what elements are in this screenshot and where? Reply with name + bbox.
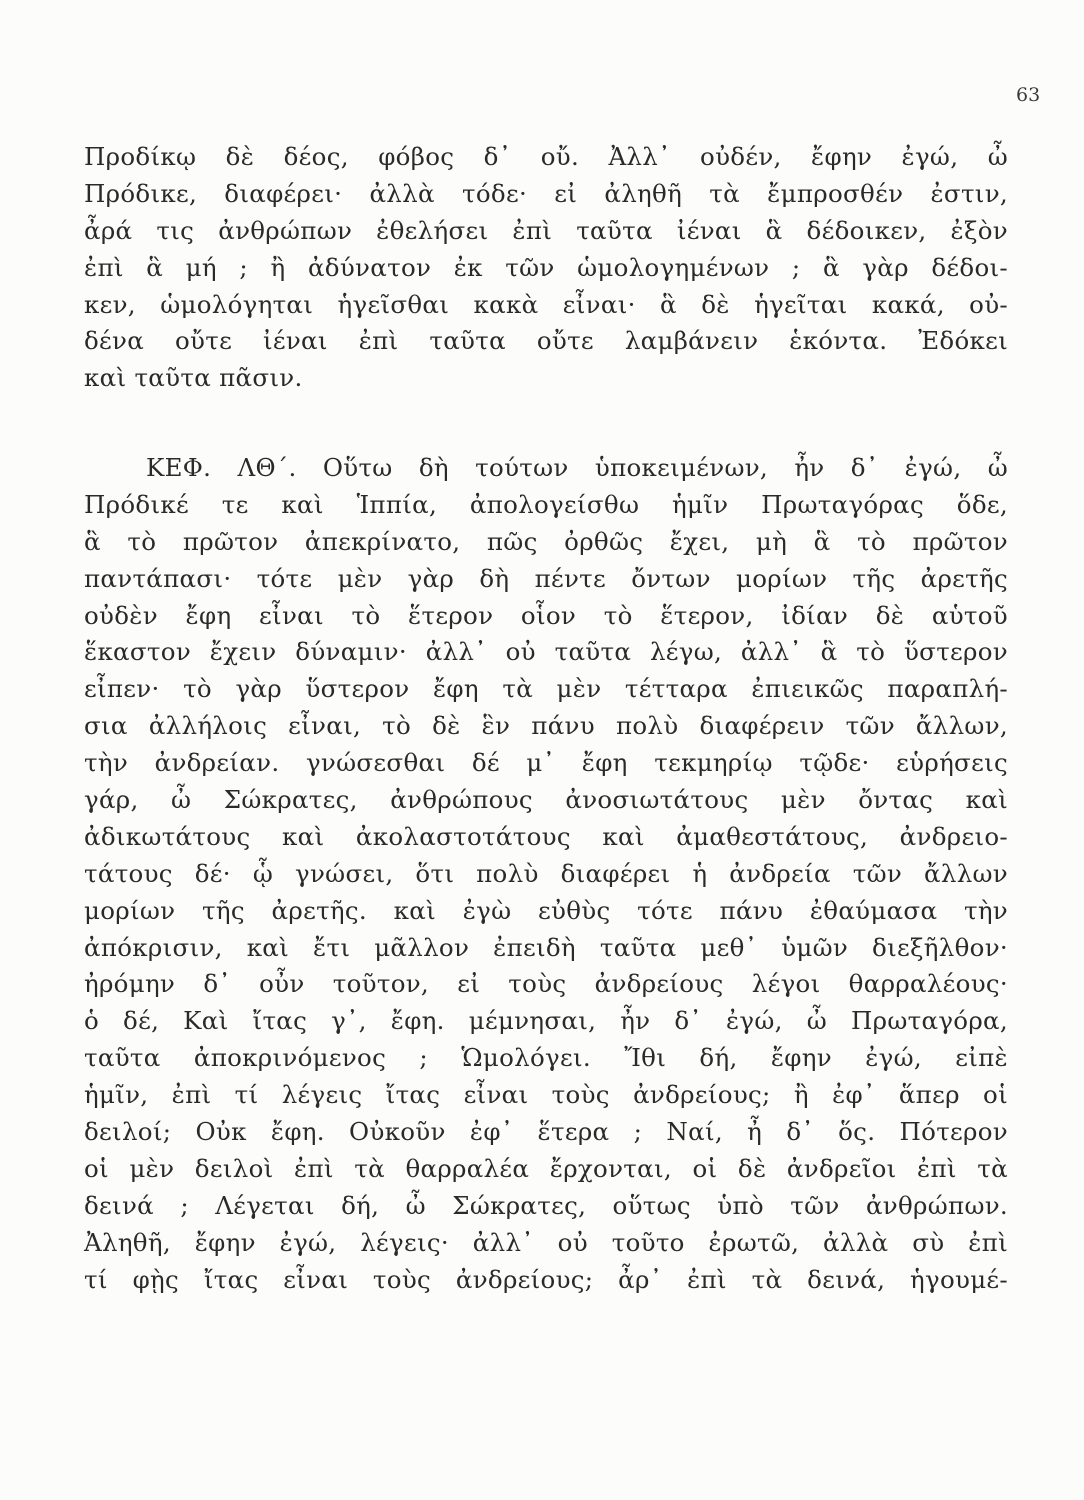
text-line: Προδίκῳ δὲ δέος, φόβος δ᾽ οὔ. Ἀλλ᾽ οὐδέν, ἔφην ἐγώ, ὦ xyxy=(84,142,1008,171)
text-line: Πρόδικέ τε καὶ Ἱππία, ἀπολογείσθω ἡμῖν Πρωταγόρας ὅδε, xyxy=(84,489,1008,519)
text-line: σια ἀλλήλοις εἶναι, τὸ δὲ ἓν πάνυ πολὺ διαφέρειν τῶν ἄλλων, xyxy=(84,711,1008,741)
text-line: οὐδὲν ἔφη εἶναι τὸ ἕτερον οἷον τὸ ἕτερον, ἰδίαν δὲ αὑτοῦ xyxy=(84,600,1008,630)
paragraph-2 xyxy=(84,450,1008,1298)
text-line: δειλοί; Οὐκ ἔφη. Οὐκοῦν ἐφ᾽ ἕτερα ; Ναί, ἦ δ᾽ ὅς. Πότερον xyxy=(84,1117,1008,1147)
text-line: ἆρά τις ἀνθρώπων ἐθελήσει ἐπὶ ταῦτα ἰέναι ἃ δέδοικεν, ἐξὸν xyxy=(84,215,1008,245)
paragraph-1 xyxy=(84,139,1008,397)
text-line: παντάπασι· τότε μὲν γὰρ δὴ πέντε ὄντων μορίων τῆς ἀρετῆς xyxy=(84,563,1008,593)
text-line: καὶ ταῦτα πᾶσιν. xyxy=(84,363,303,393)
text-line: τάτους δέ· ᾧ γνώσει, ὅτι πολὺ διαφέρει ἡ ἀνδρεία τῶν ἄλλων xyxy=(84,858,1008,888)
text-line: ἠρόμην δ᾽ οὖν τοῦτον, εἰ τοὺς ἀνδρείους λέγοι θαρραλέους· xyxy=(84,969,1008,999)
text-line: ἀδικωτάτους καὶ ἀκολαστοτάτους καὶ ἀμαθεστάτους, ἀνδρειο- xyxy=(84,821,1008,851)
text-line: γάρ, ὦ Σώκρατες, ἀνθρώπους ἀνοσιωτάτους μὲν ὄντας καὶ xyxy=(84,785,1008,815)
text-line: ἐπὶ ἃ μή ; ἢ ἀδύνατον ἐκ τῶν ὡμολογημένων ; ἃ γὰρ δέδοι- xyxy=(84,252,1008,282)
text-line: κεν, ὡμολόγηται ἡγεῖσθαι κακὰ εἶναι· ἃ δὲ ἡγεῖται κακά, οὐ- xyxy=(84,289,1008,319)
text-line: εἶπεν· τὸ γὰρ ὕστερον ἔφη τὰ μὲν τέτταρα ἐπιεικῶς παραπλή- xyxy=(84,674,1008,704)
chapter-heading-line: ΚΕΦ. ΛΘ΄. Οὕτω δὴ τούτων ὑποκειμένων, ἦν δ᾽ ἐγώ, ὦ xyxy=(146,453,1008,482)
text-line: ταῦτα ἀποκρινόμενος ; Ὡμολόγει. Ἴθι δή, ἔφην ἐγώ, εἰπὲ xyxy=(84,1043,1008,1073)
text-line: μορίων τῆς ἀρετῆς. καὶ ἐγὼ εὐθὺς τότε πάνυ ἐθαύμασα τὴν xyxy=(84,895,1008,925)
text-line: ἃ τὸ πρῶτον ἀπεκρίνατο, πῶς ὀρθῶς ἔχει, μὴ ἃ τὸ πρῶτον xyxy=(84,526,1008,556)
text-line: Πρόδικε, διαφέρει· ἀλλὰ τόδε· εἰ ἀληθῆ τὰ ἔμπροσθέν ἐστιν, xyxy=(84,178,1008,208)
page-number: 63 xyxy=(1016,84,1041,106)
text-line: ἕκαστον ἔχειν δύναμιν· ἀλλ᾽ οὐ ταῦτα λέγω, ἀλλ᾽ ἃ τὸ ὕστερον xyxy=(84,637,1008,667)
text-line: ὁ δέ, Καὶ ἴτας γ᾽, ἔφη. μέμνησαι, ἦν δ᾽ ἐγώ, ὦ Πρωταγόρα, xyxy=(84,1006,1008,1036)
text-line: δεινά ; Λέγεται δή, ὦ Σώκρατες, οὕτως ὑπὸ τῶν ἀνθρώπων. xyxy=(84,1190,1008,1220)
text-line: δένα οὔτε ἰέναι ἐπὶ ταῦτα οὔτε λαμβάνειν ἑκόντα. Ἐδόκει xyxy=(84,326,1008,356)
text-line: τί φῂς ἴτας εἶναι τοὺς ἀνδρείους; ἆρ᾽ ἐπὶ τὰ δεινά, ἡγουμέ- xyxy=(84,1264,1008,1294)
text-line: ἡμῖν, ἐπὶ τί λέγεις ἴτας εἶναι τοὺς ἀνδρείους; ἢ ἐφ᾽ ἅπερ οἱ xyxy=(84,1080,1008,1110)
text-line: τὴν ἀνδρείαν. γνώσεσθαι δέ μ᾽ ἔφη τεκμηρίῳ τῷδε· εὑρήσεις xyxy=(84,748,1008,778)
text-line: ἀπόκρισιν, καὶ ἔτι μᾶλλον ἐπειδὴ ταῦτα μεθ᾽ ὑμῶν διεξῆλθον· xyxy=(84,932,1008,962)
text-line: Ἀληθῆ, ἔφην ἐγώ, λέγεις· ἀλλ᾽ οὐ τοῦτο ἐρωτῶ, ἀλλὰ σὺ ἐπὶ xyxy=(84,1227,1008,1257)
text-line: οἱ μὲν δειλοὶ ἐπὶ τὰ θαρραλέα ἔρχονται, οἱ δὲ ἀνδρεῖοι ἐπὶ τὰ xyxy=(84,1153,1008,1183)
